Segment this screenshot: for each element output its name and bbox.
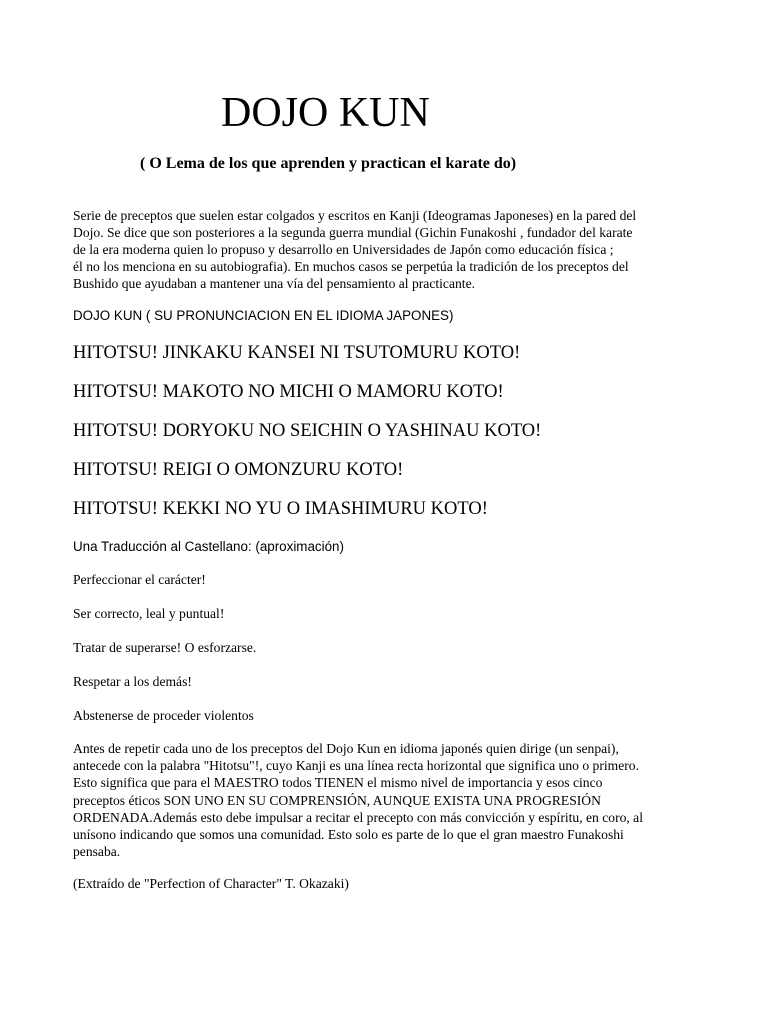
intro-line: Serie de preceptos que suelen estar colgados y escritos en Kanji (Ideogramas Japoneses) en la pared del	[73, 208, 637, 223]
closing-line: pensaba.	[73, 844, 121, 860]
intro-line: Dojo. Se dice que son posteriores a la segunda guerra mundial (Gichin Funakoshi , fundador del karate	[73, 225, 633, 240]
intro-paragraph	[73, 207, 729, 292]
translation-heading: Una Traducción al Castellano: (aproximación)	[73, 539, 344, 554]
spanish-precept: Abstenerse de proceder violentos	[73, 708, 254, 723]
spanish-precept: Tratar de superarse! O esforzarse.	[73, 640, 257, 655]
japanese-precept: HITOTSU! JINKAKU KANSEI NI TSUTOMURU KOTO!	[73, 343, 521, 363]
japanese-precept: HITOTSU! DORYOKU NO SEICHIN O YASHINAU KOTO!	[73, 421, 542, 441]
japanese-precepts-list	[73, 341, 541, 536]
pronunciation-heading: DOJO KUN ( SU PRONUNCIACION EN EL IDIOMA JAPONES)	[73, 308, 454, 323]
closing-line: Esto significa que para el MAESTRO todos TIENEN el mismo nivel de importancia y esos cinco	[73, 775, 603, 791]
intro-line: él no los menciona en su autobiografia). En muchos casos se perpetúa la tradición de los preceptos del	[73, 259, 629, 274]
spanish-precepts-list	[73, 571, 256, 741]
closing-paragraph	[73, 740, 743, 860]
document-subtitle: ( O Lema de los que aprenden y practican el karate do)	[140, 155, 517, 172]
closing-line: antecede con la palabra "Hitotsu"!, cuyo Kanji es una línea recta horizontal que significa uno o primero.	[73, 758, 639, 774]
intro-line: de la era moderna quien lo propuso y desarrollo en Universidades de Japón como educación física ;	[73, 242, 614, 257]
closing-line: unísono indicando que somos una comunidad. Esto solo es parte de lo que el gran maestro Funakoshi	[73, 827, 624, 843]
japanese-precept: HITOTSU! KEKKI NO YU O IMASHIMURU KOTO!	[73, 499, 488, 519]
closing-line: Antes de repetir cada uno de los preceptos del Dojo Kun en idioma japonés quien dirige (un senpai),	[73, 741, 619, 756]
spanish-precept: Ser correcto, leal y puntual!	[73, 606, 225, 621]
spanish-precept: Respetar a los demás!	[73, 674, 192, 689]
intro-line: Bushido que ayudaban a mantener una vía del pensamiento al practicante.	[73, 276, 475, 291]
closing-line: preceptos éticos SON UNO EN SU COMPRENSIÓN, AUNQUE EXISTA UNA PROGRESIÓN	[73, 792, 601, 808]
document-title: DOJO KUN	[221, 90, 430, 136]
source-citation: (Extraído de "Perfection of Character" T. Okazaki)	[73, 876, 349, 891]
japanese-precept: HITOTSU! REIGI O OMONZURU KOTO!	[73, 460, 404, 480]
closing-line: ORDENADA.Además esto debe impulsar a recitar el precepto con más convicción y espíritu, en coro, al	[73, 809, 643, 825]
japanese-precept: HITOTSU! MAKOTO NO MICHI O MAMORU KOTO!	[73, 382, 504, 402]
spanish-precept: Perfeccionar el carácter!	[73, 572, 206, 587]
